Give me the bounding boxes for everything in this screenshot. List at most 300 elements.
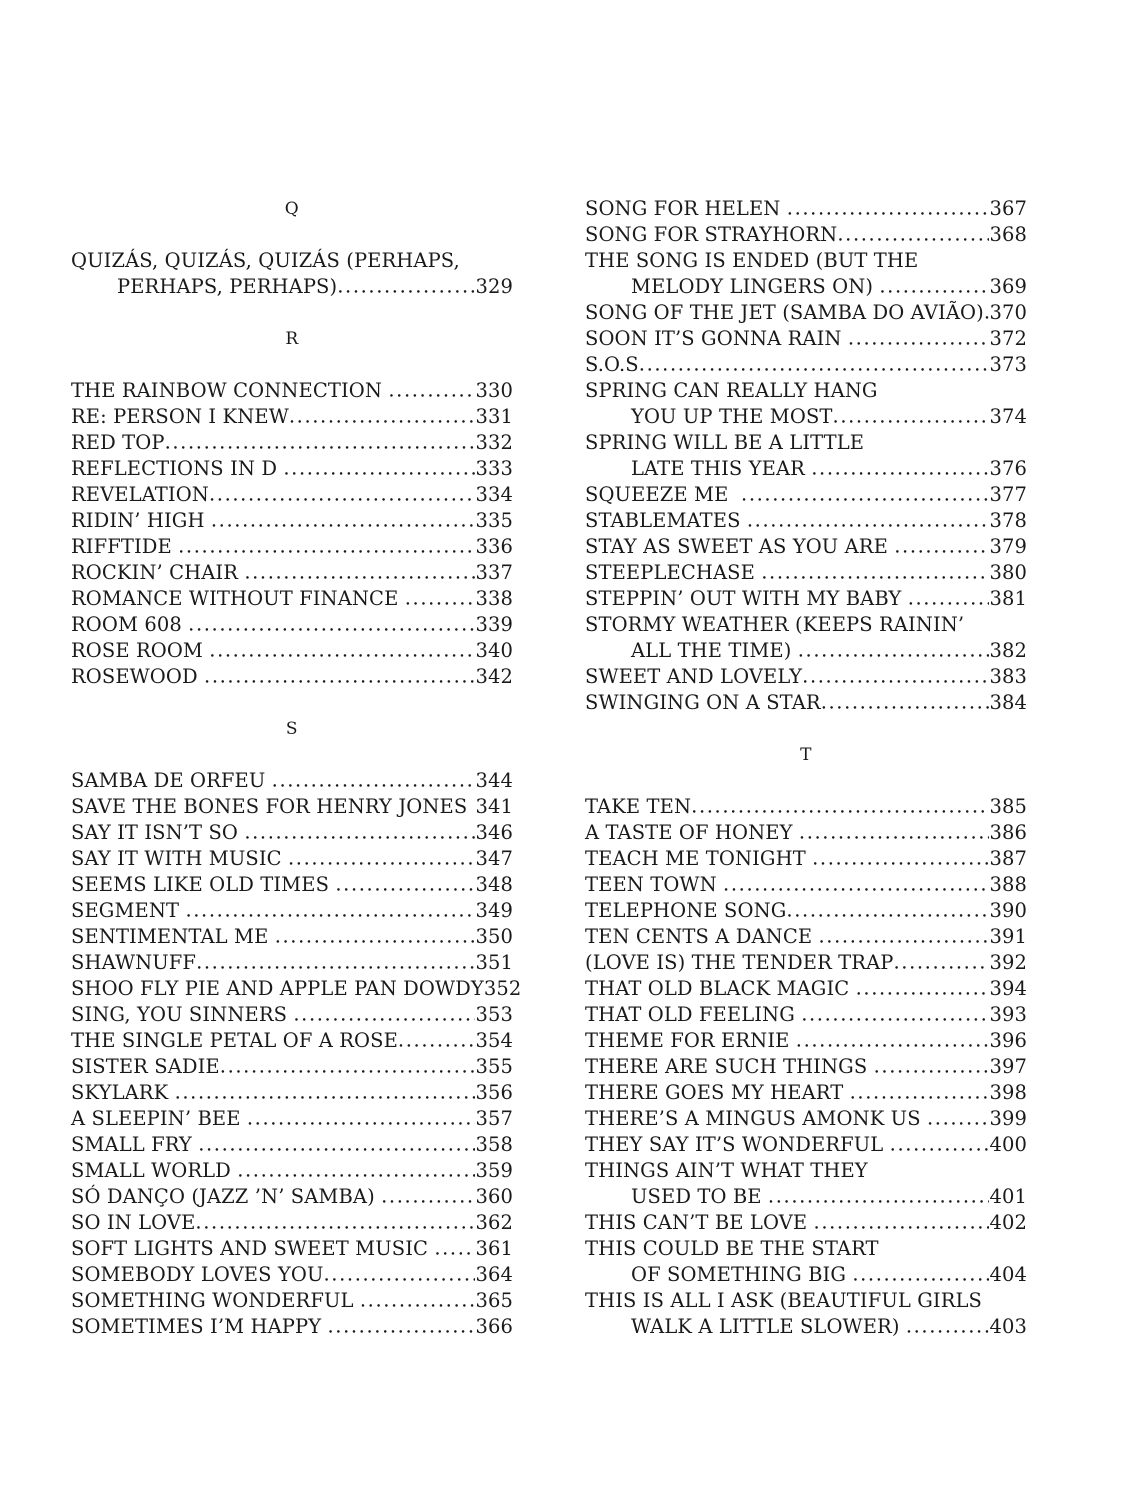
entry-page-number: 339 [475, 613, 513, 636]
index-entry[interactable] [585, 1158, 1027, 1210]
index-entry[interactable] [71, 1054, 513, 1080]
entry-title: SEEMS LIKE OLD TIMES [71, 873, 336, 896]
entry-title-line [585, 326, 1027, 352]
dot-leader [848, 326, 990, 352]
index-entry[interactable] [585, 586, 1027, 612]
entry-title-line [585, 924, 1027, 950]
dot-leader [272, 768, 476, 794]
entry-title: THE SINGLE PETAL OF A ROSE [71, 1029, 398, 1052]
entry-title: SENTIMENTAL ME [71, 925, 275, 948]
section-spacer [585, 716, 1027, 742]
entry-title: SOON IT’S GONNA RAIN [585, 327, 848, 350]
dot-leader [211, 508, 476, 534]
entry-page-number: 374 [989, 405, 1027, 428]
entry-title: OF SOMETHING BIG [631, 1263, 853, 1286]
entry-title: A TASTE OF HONEY [585, 821, 799, 844]
entry-page-number: 400 [989, 1133, 1027, 1156]
entry-continuation-line [585, 1314, 1027, 1340]
index-entry[interactable] [585, 352, 1027, 378]
dot-leader [293, 1002, 475, 1028]
index-entry[interactable] [585, 794, 1027, 820]
entry-page-number: 376 [989, 457, 1027, 480]
entry-title-line [71, 1132, 513, 1158]
dot-leader [906, 1314, 990, 1340]
entry-title-line [585, 300, 1027, 326]
index-entry[interactable] [71, 456, 513, 482]
entry-page-number: 355 [475, 1055, 513, 1078]
index-entry[interactable] [585, 1002, 1027, 1028]
entry-title: SHAWNUFF [71, 951, 197, 974]
dot-leader [833, 404, 990, 430]
index-entry[interactable] [71, 1132, 513, 1158]
index-entry[interactable] [71, 1314, 513, 1340]
entry-title-line [71, 1106, 513, 1132]
index-entry[interactable] [585, 1106, 1027, 1132]
entry-title: SONG FOR HELEN [585, 197, 787, 220]
section-spacer [71, 352, 513, 378]
entry-page-number: 394 [989, 977, 1027, 1000]
dot-leader [196, 950, 475, 976]
entry-page-number: 392 [989, 951, 1027, 974]
entry-title-line [71, 768, 513, 794]
index-entry[interactable] [71, 1106, 513, 1132]
entry-page-number: 398 [989, 1081, 1027, 1104]
dot-leader [747, 508, 990, 534]
index-entry[interactable] [585, 846, 1027, 872]
index-entry[interactable] [71, 508, 513, 534]
index-entry[interactable] [585, 1028, 1027, 1054]
entry-title-line [71, 1184, 513, 1210]
entry-title: SPRING WILL BE A LITTLE [585, 431, 865, 454]
entry-title-line [585, 664, 1027, 690]
entry-title: THERE’S A MINGUS AMONK US [585, 1107, 927, 1130]
entry-title-line [585, 534, 1027, 560]
entry-title-line [585, 950, 1027, 976]
index-entry[interactable] [585, 1132, 1027, 1158]
dot-leader [890, 1132, 990, 1158]
entry-title: THERE GOES MY HEART [585, 1081, 850, 1104]
dot-leader [799, 820, 990, 846]
entry-title: SWINGING ON A STAR [585, 691, 821, 714]
dot-leader [335, 872, 475, 898]
entry-continuation-line [585, 404, 1027, 430]
section-letter-s: S [285, 719, 299, 739]
index-entry[interactable] [71, 1002, 513, 1028]
entry-title: SO IN LOVE [71, 1211, 196, 1234]
dot-leader [787, 196, 990, 222]
entry-page-number: 364 [475, 1263, 513, 1286]
entry-page-number: 393 [989, 1003, 1027, 1026]
index-entry[interactable] [71, 872, 513, 898]
index-entry[interactable] [71, 1158, 513, 1184]
index-entry[interactable] [71, 1184, 513, 1210]
entry-title-line [71, 976, 522, 1002]
index-entry[interactable] [585, 1210, 1027, 1236]
entry-title-line [71, 560, 513, 586]
entry-title-line [585, 1158, 1027, 1184]
section-letter-t: T [800, 745, 812, 765]
entry-title: STEEPLECHASE [585, 561, 762, 584]
entry-page-number: 387 [989, 847, 1027, 870]
dot-leader [811, 456, 989, 482]
index-entry[interactable] [71, 976, 522, 1002]
entry-title-line [585, 846, 1027, 872]
index-entry[interactable] [71, 482, 513, 508]
dot-leader [893, 950, 989, 976]
dot-leader [474, 794, 476, 820]
entry-page-number: 402 [989, 1211, 1027, 1234]
index-entry[interactable] [585, 950, 1027, 976]
entry-page-number: 337 [475, 561, 513, 584]
entry-title-line [71, 612, 513, 638]
entry-title: SWEET AND LOVELY [585, 665, 803, 688]
entry-title: THERE ARE SUCH THINGS [585, 1055, 874, 1078]
entry-title: REFLECTIONS IN D [71, 457, 284, 480]
index-entry[interactable] [71, 794, 513, 820]
index-entry[interactable] [585, 690, 1027, 716]
index-entry[interactable] [71, 1080, 513, 1106]
index-entry[interactable] [71, 924, 513, 950]
index-entry[interactable] [585, 196, 1027, 222]
entry-title: SAY IT ISN’T SO [71, 821, 245, 844]
entry-page-number: 378 [989, 509, 1027, 532]
entry-title: YOU UP THE MOST [631, 405, 833, 428]
entry-title-line [71, 1314, 513, 1340]
entry-title: PERHAPS, PERHAPS) [117, 275, 338, 298]
entry-title: SAVE THE BONES FOR HENRY JONES [71, 795, 474, 818]
section-spacer [585, 768, 1027, 794]
entry-page-number: 381 [989, 587, 1027, 610]
entry-title-line [585, 872, 1027, 898]
entry-page-number: 340 [475, 639, 513, 662]
index-entry[interactable] [585, 1288, 1027, 1340]
section-spacer [71, 690, 513, 716]
entry-page-number: 349 [475, 899, 513, 922]
dot-leader [821, 690, 990, 716]
entry-page-number: 351 [475, 951, 513, 974]
dot-leader [360, 1288, 476, 1314]
entry-page-number: 383 [989, 665, 1027, 688]
index-entry[interactable] [71, 378, 513, 404]
dot-leader [802, 664, 989, 690]
entry-title-line [585, 1210, 1027, 1236]
dot-leader [927, 1106, 990, 1132]
entry-title-line [585, 1080, 1027, 1106]
entry-title: SAY IT WITH MUSIC [71, 847, 288, 870]
section-letter-q: Q [284, 199, 300, 219]
entry-title: SONG FOR STRAYHORN [585, 223, 838, 246]
entry-page-number: 353 [475, 1003, 513, 1026]
entry-continuation-line [585, 274, 1027, 300]
entry-title-line [71, 1210, 513, 1236]
entry-title: THE SONG IS ENDED (BUT THE [585, 249, 919, 272]
index-entry[interactable] [71, 612, 513, 638]
index-column-left [0, 196, 522, 1340]
index-entry[interactable] [71, 1236, 513, 1262]
index-entry[interactable] [71, 950, 513, 976]
entry-page-number: 331 [475, 405, 513, 428]
dot-leader [247, 1106, 476, 1132]
entry-title-line [71, 248, 513, 274]
index-entry[interactable] [585, 300, 1027, 326]
dot-leader [237, 1158, 475, 1184]
entry-page-number: 377 [989, 483, 1027, 506]
dot-leader [178, 534, 475, 560]
entry-page-number: 354 [475, 1029, 513, 1052]
entry-title: SOFT LIGHTS AND SWEET MUSIC [71, 1237, 435, 1260]
entry-page-number: 346 [475, 821, 513, 844]
entry-title-line [585, 1002, 1027, 1028]
dot-leader [796, 1028, 990, 1054]
entry-title: ROMANCE WITHOUT FINANCE [71, 587, 405, 610]
section-spacer [71, 300, 513, 326]
entry-title-line [71, 1236, 513, 1262]
entry-title-line [585, 222, 1027, 248]
entry-page-number: 365 [475, 1289, 513, 1312]
index-entry[interactable] [585, 222, 1027, 248]
entry-title-line [585, 1054, 1027, 1080]
entry-title: STEPPIN’ OUT WITH MY BABY [585, 587, 908, 610]
dot-leader [204, 664, 475, 690]
dot-leader [879, 274, 989, 300]
entry-page-number: 335 [475, 509, 513, 532]
entry-title-line [71, 924, 513, 950]
dot-leader [283, 456, 475, 482]
index-entry[interactable] [71, 1210, 513, 1236]
entry-page-number: 336 [475, 535, 513, 558]
entry-continuation-line [585, 456, 1027, 482]
entry-title: SAMBA DE ORFEU [71, 769, 272, 792]
entry-title-line [71, 456, 513, 482]
entry-title: TEN CENTS A DANCE [585, 925, 819, 948]
dot-leader [894, 534, 989, 560]
dot-leader [691, 794, 989, 820]
entry-title-line [585, 1028, 1027, 1054]
dot-leader [185, 898, 475, 924]
dot-leader [814, 1210, 990, 1236]
entry-title-line [71, 950, 513, 976]
dot-leader [388, 378, 475, 404]
entry-title: STAY AS SWEET AS YOU ARE [585, 535, 895, 558]
entry-title-line [71, 430, 513, 456]
entry-title-line [71, 586, 513, 612]
index-entry[interactable] [71, 898, 513, 924]
entry-title-line [585, 898, 1027, 924]
index-entry[interactable] [585, 612, 1027, 664]
entry-page-number: 358 [475, 1133, 513, 1156]
index-entry[interactable] [585, 872, 1027, 898]
entry-title-line [585, 560, 1027, 586]
index-columns [0, 196, 1125, 1340]
section-spacer [71, 742, 513, 768]
entry-title: SMALL WORLD [71, 1159, 238, 1182]
entry-page-number: 384 [989, 691, 1027, 714]
entry-title: RIDIN’ HIGH [71, 509, 211, 532]
entry-title: THIS IS ALL I ASK (BEAUTIFUL GIRLS [585, 1289, 982, 1312]
dot-leader [198, 1132, 475, 1158]
dot-leader [175, 1080, 476, 1106]
dot-leader [244, 560, 475, 586]
dot-leader [288, 846, 476, 872]
entry-title-line [71, 1262, 513, 1288]
dot-leader [819, 924, 990, 950]
index-entry[interactable] [585, 378, 1027, 430]
section-letter-r: R [285, 329, 299, 349]
index-entry[interactable] [71, 1028, 513, 1054]
dot-leader [856, 976, 990, 1002]
entry-continuation-line [585, 1262, 1027, 1288]
dot-leader [220, 1054, 476, 1080]
dot-leader [337, 274, 475, 300]
entry-page-number: 356 [475, 1081, 513, 1104]
entry-title-line [71, 1028, 513, 1054]
index-entry[interactable] [585, 326, 1027, 352]
entry-title: TELEPHONE SONG [585, 899, 787, 922]
dot-leader [434, 1236, 475, 1262]
index-entry[interactable] [585, 430, 1027, 482]
index-entry[interactable] [71, 768, 513, 794]
entry-title: USED TO BE [631, 1185, 768, 1208]
entry-title-line [71, 482, 513, 508]
index-entry[interactable] [585, 560, 1027, 586]
entry-page-number: 360 [475, 1185, 513, 1208]
dot-leader [209, 482, 476, 508]
entry-title-line [585, 1132, 1027, 1158]
entry-page-number: 359 [475, 1159, 513, 1182]
entry-page-number: 333 [475, 457, 513, 480]
entry-title-line [71, 820, 513, 846]
entry-title-line [71, 664, 513, 690]
entry-page-number: 348 [475, 873, 513, 896]
index-entry[interactable] [585, 1236, 1027, 1288]
entry-title-line [585, 586, 1027, 612]
entry-title: STORMY WEATHER (KEEPS RAININ’ [585, 613, 965, 636]
entry-title: MELODY LINGERS ON) [631, 275, 880, 298]
index-entry[interactable] [585, 820, 1027, 846]
dot-leader [786, 898, 989, 924]
index-entry[interactable] [585, 924, 1027, 950]
entry-continuation-line [71, 274, 513, 300]
dot-leader [850, 1080, 990, 1106]
entry-title-line [71, 1288, 513, 1314]
index-entry[interactable] [585, 976, 1027, 1002]
index-entry[interactable] [71, 430, 513, 456]
entry-page-number: 352 [483, 977, 522, 1000]
entry-title: ROSEWOOD [71, 665, 205, 688]
entry-page-number: 396 [989, 1029, 1027, 1052]
entry-page-number: 401 [989, 1185, 1027, 1208]
dot-leader [798, 638, 990, 664]
entry-page-number: 361 [475, 1237, 513, 1260]
dot-leader [761, 560, 989, 586]
entry-page-number: 329 [475, 275, 513, 298]
index-entry[interactable] [585, 534, 1027, 560]
entry-title: THE RAINBOW CONNECTION [71, 379, 389, 402]
dot-leader [381, 1184, 475, 1210]
entry-title: THEME FOR ERNIE [585, 1029, 796, 1052]
entry-page-number: 399 [989, 1107, 1027, 1130]
entry-page-number: 373 [989, 353, 1027, 376]
index-entry[interactable] [71, 664, 513, 690]
entry-title-line [71, 1158, 513, 1184]
index-entry[interactable] [585, 898, 1027, 924]
entry-title-line [585, 508, 1027, 534]
index-entry[interactable] [71, 404, 513, 430]
entry-page-number: 330 [475, 379, 513, 402]
entry-continuation-line [585, 638, 1027, 664]
entry-title-line [585, 1288, 1027, 1314]
entry-title-line [585, 196, 1027, 222]
entry-title: S.O.S [585, 353, 639, 376]
entry-title-line [585, 1106, 1027, 1132]
index-entry[interactable] [71, 846, 513, 872]
entry-title: SING, YOU SINNERS [71, 1003, 294, 1026]
entry-title-line [585, 378, 1027, 404]
dot-leader [741, 482, 989, 508]
entry-page-number: 350 [475, 925, 513, 948]
index-entry[interactable] [71, 1288, 513, 1314]
entry-title: THAT OLD BLACK MAGIC [585, 977, 856, 1000]
entry-title: SISTER SADIE [71, 1055, 220, 1078]
index-entry[interactable] [585, 1054, 1027, 1080]
entry-title: SHOO FLY PIE AND APPLE PAN DOWDY [71, 977, 484, 1000]
dot-leader [723, 872, 989, 898]
dot-leader [188, 612, 475, 638]
index-entry[interactable] [71, 534, 513, 560]
index-entry[interactable] [585, 664, 1027, 690]
entry-page-number: 332 [475, 431, 513, 454]
entry-continuation-line [585, 1184, 1027, 1210]
index-entry[interactable] [585, 508, 1027, 534]
entry-title: THEY SAY IT’S WONDERFUL [585, 1133, 890, 1156]
dot-leader [209, 638, 475, 664]
entry-title-line [71, 508, 513, 534]
entry-title: SONG OF THE JET (SAMBA DO AVIÃO) [585, 301, 984, 324]
dot-leader [908, 586, 990, 612]
entry-title-line [71, 872, 513, 898]
entry-title-line [71, 846, 513, 872]
index-entry[interactable] [71, 586, 513, 612]
index-entry[interactable] [71, 820, 513, 846]
entry-title-line [71, 534, 513, 560]
entry-title-line [71, 378, 513, 404]
index-entry[interactable] [71, 1262, 513, 1288]
entry-title: QUIZÁS, QUIZÁS, QUIZÁS (PERHAPS, [71, 249, 460, 272]
entry-title: SKYLARK [71, 1081, 175, 1104]
entry-title-line [71, 794, 513, 820]
dot-leader [852, 1262, 989, 1288]
dot-leader [639, 352, 990, 378]
entry-title: RED TOP [71, 431, 165, 454]
entry-page-number: 366 [475, 1315, 513, 1338]
dot-leader [768, 1184, 990, 1210]
index-entry[interactable] [71, 560, 513, 586]
dot-leader [195, 1210, 475, 1236]
index-entry[interactable] [71, 248, 513, 300]
index-entry[interactable] [585, 482, 1027, 508]
entry-title: TEACH ME TONIGHT [585, 847, 813, 870]
index-column-right [513, 196, 1125, 1340]
entry-title: SQUEEZE ME [585, 483, 742, 506]
index-entry[interactable] [585, 248, 1027, 300]
entry-title: THAT OLD FEELING [585, 1003, 802, 1026]
entry-page-number: 338 [475, 587, 513, 610]
entry-page-number: 385 [989, 795, 1027, 818]
index-entry[interactable] [585, 1080, 1027, 1106]
entry-page-number: 404 [989, 1263, 1027, 1286]
dot-leader [984, 300, 990, 326]
index-entry[interactable] [71, 638, 513, 664]
